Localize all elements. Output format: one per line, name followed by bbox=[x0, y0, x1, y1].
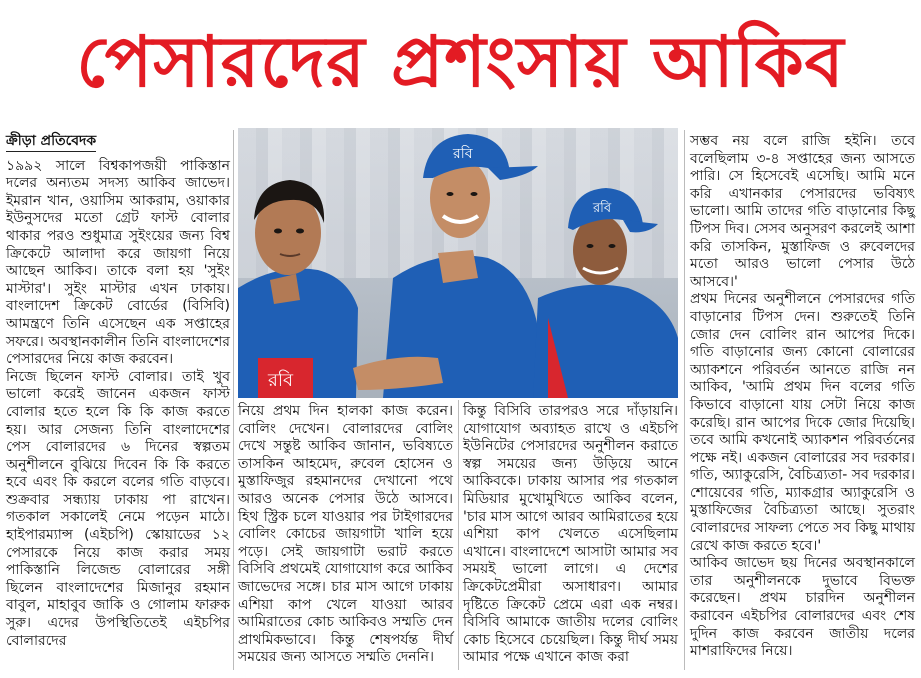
article-column-3 bbox=[463, 403, 678, 667]
players-illustration bbox=[238, 128, 678, 398]
player-right bbox=[533, 188, 678, 398]
article-column-2 bbox=[238, 403, 453, 667]
headline: পেসারদের প্রশংসায় আকিব bbox=[76, 21, 845, 103]
paragraph: প্রথম দিনের অনুশীলনে পেসারদের গতি বাড়ানোর টিপস দেন। শুরুতেই তিনি জোর দেন বোলিং রান আপের দিকে। গতি বাড়ানোর জন্য কোনো বোলারের অ্যাকশনে পরিবর্তন আনতে রাজি নন আকিব, 'আমি প্রথম দিন বলের গতি কিভাবে বাড়ানো যায় সেটা নিয়ে কাজ করেছি। রান আপের দিকে জোর দিয়েছি। তবে আমি কখনোই অ্যাকশন পরিবর্তনের পক্ষে নই। একজন বোলারের সব দরকার। গতি, অ্যাকুরেসি, বৈচিত্র্যতা- সব দরকার। শোয়েবের গতি, ম্যাকগ্রার অ্যাকুরেসি ও মুস্তাফিজের বৈচিত্র্যতা আছে। সুতরাং বোলারদের সাফল্য পেতে সব কিছু মাথায় রেখে কাজ করতে হবে।' bbox=[690, 291, 915, 554]
column-divider bbox=[458, 400, 459, 670]
player-left bbox=[238, 180, 358, 398]
shirt-logo: রবি bbox=[268, 370, 294, 391]
paragraph: সম্ভব নয় বলে রাজি হইনি। তবে বলেছিলাম ৩-৪ সপ্তাহের জন্য আসতে পারি। সে হিসেবেই এসেছি। আমি মনে করি এখানকার পেসারদের ভবিষ্যৎ ভালো। আমি তাদের গতি বাড়ানোর কিছু টিপস দিব। সেসব অনুসরণ করলেই আশা করি তাসকিন, মুস্তাফিজ ও রুবেলদের মতো আরও ভালো পেসার উঠে আসবে।' bbox=[690, 133, 915, 290]
paragraph: ১৯৯২ সালে বিশ্বকাপজয়ী পাকিস্তান দলের অন্যতম সদস্য আকিব জাভেদ। ইমরান খান, ওয়াসিম আকরাম, ওয়াকার ইউনুসদের মতো গ্রেট ফাস্ট বোলার থাকার পরও শুধুমাত্র সুইংয়ের জন্য বিশ্ব ক্রিকেটে আলাদা করে জায়গা নিয়ে আছেন আকিব। তাকে বলা হয় 'সুইং মাস্টার'। সুইং মাস্টার এখন ঢাকায়। বাংলাদেশ ক্রিকেট বোর্ডের (বিসিবি) আমন্ত্রণে তিনি এসেছেন এক সপ্তাহের সফরে। অবস্থানকালীন তিনি বাংলাদেশের পেসারদের নিয়ে কাজ করবেন। bbox=[6, 157, 230, 368]
paragraph: নিয়ে প্রথম দিন হালকা কাজ করেন। বোলিং দেখেন। বোলারদের বোলিং দেখে সন্তুষ্ট আকিব জানান, ভবিষ্যতে তাসকিন আহমেদ, রুবেল হোসেন ও মুস্তাফিজুর রহমানদের দেখানো পথে আরও অনেক পেসার উঠে আসবে। হিথ স্ট্রিক চলে যাওয়ার পর টাইগারদের বোলিং কোচের জায়গাটা খালি হয়ে পড়ে। সেই জায়গাটা ভরাট করতে বিসিবি প্রথমেই যোগাযোগ করে আকিব জাভেদের সঙ্গে। চার মাস আগে ঢাকায় এশিয়া কাপ খেলে যাওয়া আরব আমিরাতের কোচ আকিবও সম্মতি দেন প্রাথমিকভাবে। কিন্তু শেষপর্যন্ত দীর্ঘ সময়ের জন্য আসতে সম্মতি দেননি। bbox=[238, 403, 453, 666]
article-column-1 bbox=[6, 133, 230, 650]
paragraph: কিন্তু বিসিবি তারপরও সরে দাঁড়ায়নি। যোগাযোগ অব্যাহত রাখে ও এইচপি ইউনিটের পেসারদের অনুশীলন করাতে স্বল্প সময়ের জন্য উড়িয়ে আনে আকিবকে। ঢাকায় আসার পর গতকাল মিডিয়ার মুখোমুখিতে আকিব বলেন, 'চার মাস আগে আরব আমিরাতের হয়ে এশিয়া কাপ খেলতে এসেছিলাম এখানে। বাংলাদেশে আসাটা আমার সব সময়ই ভালো লাগে। এ দেশের ক্রিকেটপ্রেমীরা অসাধারণ। আমার দৃষ্টিতে ক্রিকেট প্রেমে এরা এক নম্বর। বিসিবি আমাকে জাতীয় দলের বোলিং কোচ হিসেবে চেয়েছিল। কিন্তু দীর্ঘ সময় আমার পক্ষে এখানে কাজ করা bbox=[463, 403, 678, 666]
paragraph: নিজে ছিলেন ফাস্ট বোলার। তাই খুব ভালো করেই জানেন একজন ফাস্ট বোলার হতে হলে কি কি কাজ করতে হয়। আর সেজন্য তিনি বাংলাদেশের পেস বোলারদের ৬ দিনের স্বল্পতম অনুশীলনে বুঝিয়ে দিবেন কি কি করতে হবে এবং কি করলে বলের গতি বাড়বে। শুক্রবার সন্ধ্যায় ঢাকায় পা রাখেন। গতকাল সকালেই নেমে পড়েন মাঠে। হাইপারম্যান্স (এইচপি) স্কোয়াডের ১২ পেসারকে নিয়ে কাজ করার সময় পাকিস্তানি লিজেন্ড বোলারের সঙ্গী ছিলেন বাংলাদেশের মিজানুর রহমান বাবুল, মাহাবুব জাকি ও গোলাম ফারুক সুরু। এদের উপস্থিতিতেই এইচপির বোলারদের bbox=[6, 368, 230, 649]
player-center bbox=[353, 134, 538, 398]
cap-logo: রবি bbox=[453, 146, 473, 162]
cap-logo: রবি bbox=[593, 201, 612, 216]
column-divider bbox=[233, 130, 234, 670]
news-photo bbox=[238, 128, 678, 398]
byline: ক্রীড়া প্রতিবেদক bbox=[6, 133, 96, 152]
column-divider bbox=[684, 130, 685, 670]
paragraph: আকিব জাভেদ ছয় দিনের অবস্থানকালে তার অনুশীলনকে দুভাবে বিভক্ত করেছেন। প্রথম চারদিন অনুশীলন করাবেন এইচপির বোলারদের এবং শেষ দুদিন কাজ করবেন জাতীয় দলের মাশরাফিদের নিয়ে। bbox=[690, 555, 915, 660]
article-column-4 bbox=[690, 133, 915, 661]
